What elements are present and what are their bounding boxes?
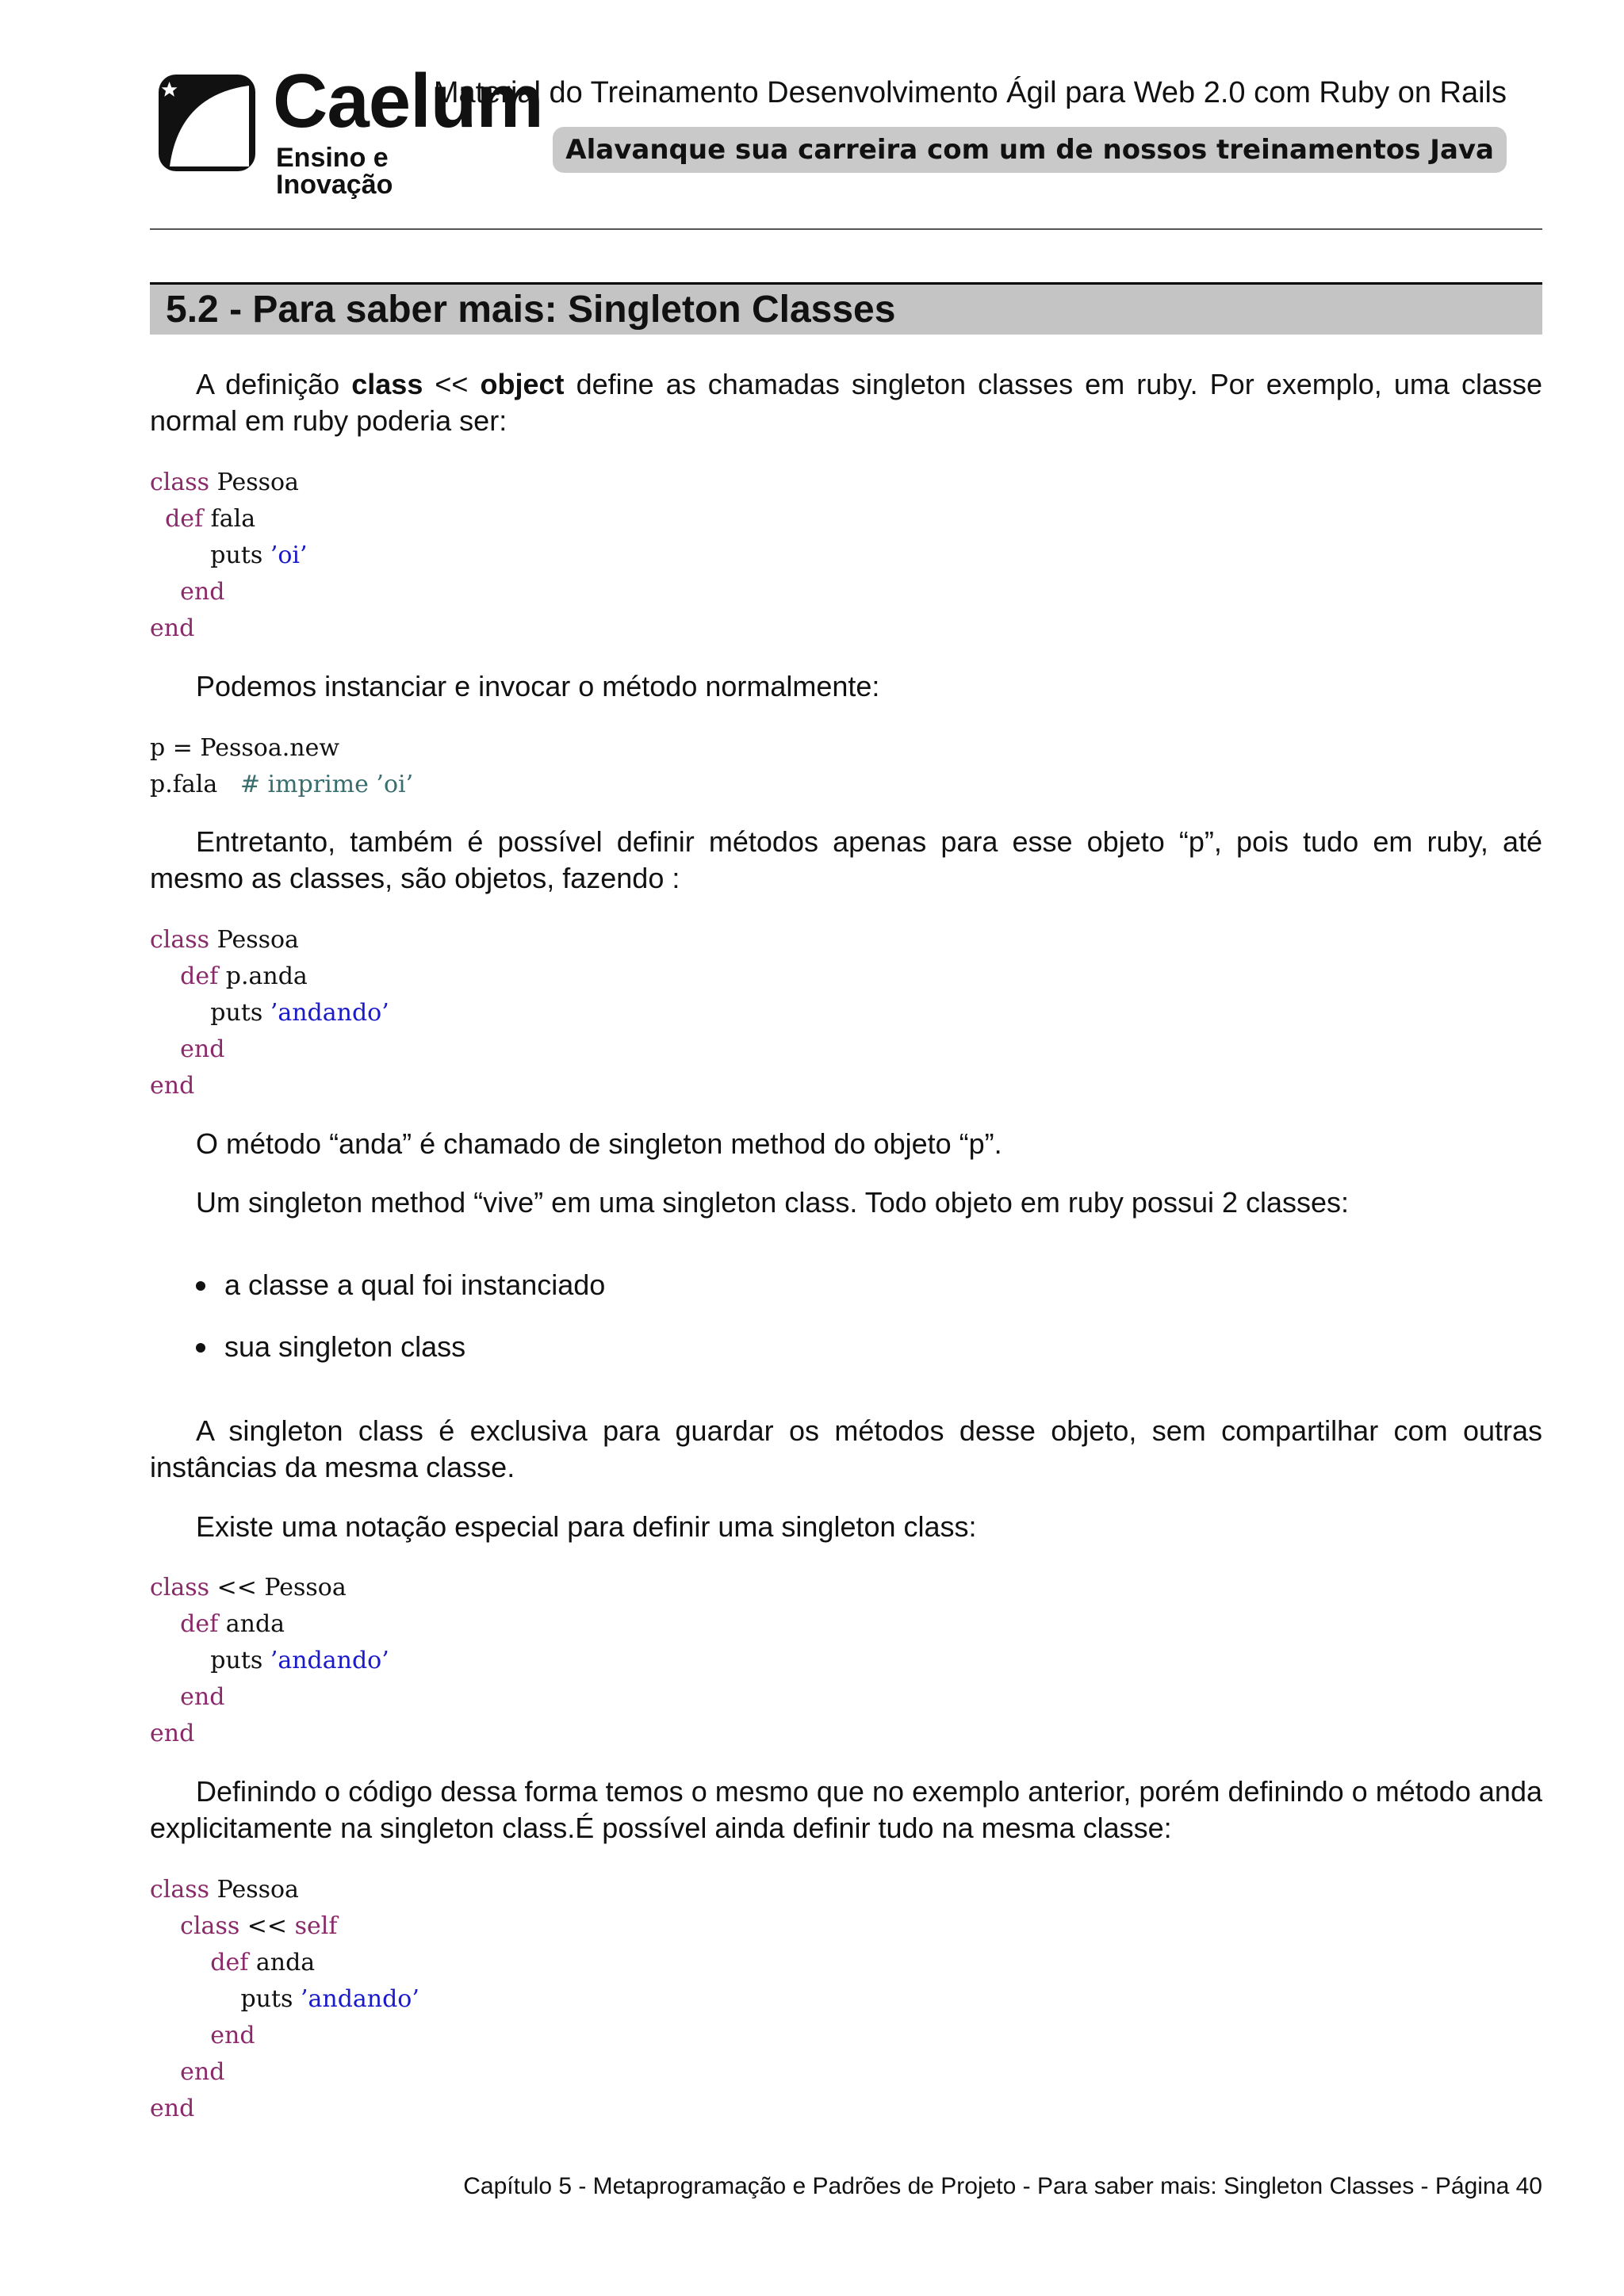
section-heading [150, 282, 1542, 335]
code-keyword: class [150, 469, 210, 496]
paragraph-vive [150, 1184, 1542, 1221]
code-text: puts [210, 999, 270, 1027]
paragraph-anda [150, 1126, 1542, 1162]
code-text: p.fala [150, 771, 240, 798]
code-text: Pessoa [209, 1876, 299, 1904]
bold-term-class: class [351, 368, 423, 400]
paragraph-instanciar [150, 668, 1542, 705]
code-keyword: end [150, 1720, 195, 1747]
code-block-2 [150, 730, 413, 803]
code-text: puts [210, 1647, 270, 1674]
logo-tagline: Ensino e Inovação [276, 143, 393, 200]
code-text: anda [218, 1610, 285, 1638]
paragraph-entretanto [150, 824, 1542, 897]
code-text: Pessoa [209, 926, 299, 954]
code-keyword: end [180, 578, 225, 606]
code-keyword: def [180, 1610, 219, 1638]
code-string: ’oi’ [270, 541, 308, 569]
code-keyword: end [210, 2022, 255, 2049]
code-text: anda [248, 1949, 316, 1976]
text-run: A singleton class é exclusiva para guardar os métodos desse objeto, sem compartilhar com outras instâncias da mesma classe. [150, 1414, 1542, 1483]
paragraph-intro [150, 366, 1542, 439]
code-keyword: end [180, 1683, 225, 1711]
text-run: define as chamadas singleton classes em ruby. Por exemplo, uma classe normal em ruby poderia ser: [150, 368, 1542, 437]
text-run: O método “anda” é chamado de singleton method do objeto “p”. [196, 1127, 1002, 1160]
code-block-3 [150, 922, 389, 1104]
code-keyword: end [180, 2058, 225, 2086]
text-run: Entretanto, também é possível definir métodos apenas para esse objeto “p”, pois tudo em ruby, até mesmo as classes, são objetos, fazendo : [150, 825, 1542, 894]
code-keyword: end [180, 1035, 225, 1063]
code-keyword: def [210, 1949, 249, 1976]
code-string: ’andando’ [300, 1985, 419, 2013]
list-item: sua singleton class [194, 1329, 605, 1391]
code-keyword: class [150, 926, 210, 954]
paragraph-definindo [150, 1774, 1542, 1846]
header-title: Material do Treinamento Desenvolvimento Ágil para Web 2.0 com Ruby on Rails [433, 76, 1507, 109]
header-promo-badge: Alavanque sua carreira com um de nossos treinamentos Java [553, 127, 1507, 173]
code-text: p = Pessoa.new [150, 734, 340, 762]
code-keyword: end [150, 1072, 195, 1100]
text-run: << [423, 368, 481, 400]
code-keyword: class [150, 1876, 210, 1904]
header-divider [150, 228, 1542, 230]
text-run: Um singleton method “vive” em uma singleton class. Todo objeto em ruby possui 2 classes: [196, 1186, 1350, 1219]
code-text: puts [210, 541, 270, 569]
code-text: p.anda [218, 962, 308, 990]
code-text: << [239, 1912, 295, 1940]
code-keyword: def [165, 505, 204, 533]
code-keyword: end [150, 614, 195, 642]
bold-term-object: object [480, 368, 565, 400]
page-footer: Capítulo 5 - Metaprogramação e Padrões de Projeto - Para saber mais: Singleton Classes - Página 40 [463, 2173, 1542, 2199]
code-text: Pessoa [209, 469, 299, 496]
code-text: puts [240, 1985, 301, 2013]
code-comment: # imprime ’oi’ [239, 771, 414, 798]
code-keyword: self [294, 1912, 338, 1940]
code-keyword: class [150, 1574, 210, 1601]
code-string: ’andando’ [270, 999, 389, 1027]
code-keyword: end [150, 2095, 195, 2122]
paragraph-exclusiva [150, 1413, 1542, 1486]
section-heading-text: 5.2 - Para saber mais: Singleton Classes [166, 289, 896, 331]
code-keyword: class [180, 1912, 240, 1940]
caelum-logo-mark-icon [155, 71, 259, 174]
code-text: fala [203, 505, 256, 533]
class-list [194, 1267, 605, 1391]
code-block-1 [150, 465, 308, 647]
text-run: A definição [196, 368, 352, 400]
code-block-5 [150, 1872, 419, 2127]
code-string: ’andando’ [270, 1647, 389, 1674]
text-run: Podemos instanciar e invocar o método normalmente: [196, 670, 880, 702]
code-keyword: def [180, 962, 219, 990]
paragraph-notacao [150, 1509, 1542, 1545]
text-run: Existe uma notação especial para definir uma singleton class: [196, 1510, 977, 1543]
code-block-4 [150, 1570, 389, 1752]
text-run: Definindo o código dessa forma temos o mesmo que no exemplo anterior, porém definindo o método anda explicitamente na singleton class.É possível ainda definir tudo na mesma classe: [150, 1775, 1542, 1844]
list-item: a classe a qual foi instanciado [194, 1267, 605, 1329]
code-text: << Pessoa [209, 1574, 347, 1601]
logo-wordmark: Caelum [273, 59, 543, 144]
